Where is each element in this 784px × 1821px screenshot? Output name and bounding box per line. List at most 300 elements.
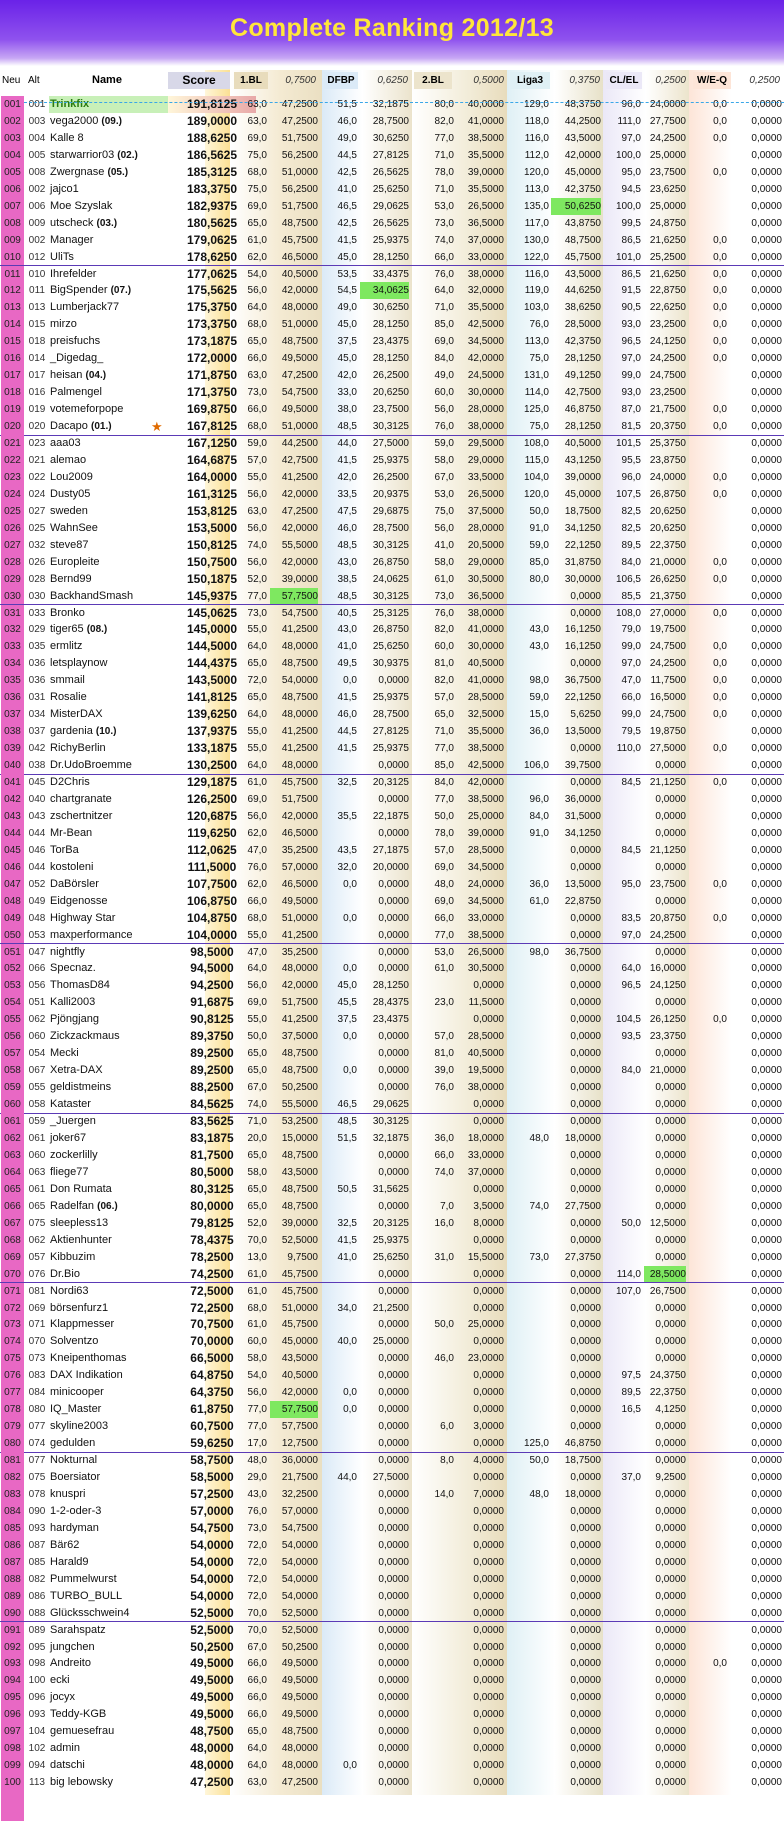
cell-bl1a: 72,0 (247, 1556, 267, 1568)
cell-alt: 062 (28, 1014, 46, 1026)
cell-bl1a: 52,0 (247, 573, 267, 585)
cell-cla: 82,5 (621, 505, 641, 517)
cell-dfb: 28,1250 (372, 980, 409, 992)
cell-bl1a: 61,0 (247, 1268, 267, 1280)
cell-bl2a (413, 1622, 454, 1639)
cell-dfb: 0,0000 (378, 1319, 409, 1331)
cell-cla (606, 1435, 641, 1452)
cell-neu: 041 (1, 774, 24, 791)
cell-clb: 0,0000 (655, 1234, 686, 1246)
table-row (0, 893, 784, 910)
cell-wqa (695, 893, 727, 910)
cell-alt: 083 (28, 1370, 46, 1382)
cell-wqb: 0,0000 (751, 285, 782, 297)
cell-clb: 0,0000 (655, 1539, 686, 1551)
cell-cla: 84,5 (621, 777, 641, 788)
cell-bl1a: 55,0 (247, 1014, 267, 1026)
cell-alt: 004 (28, 132, 46, 144)
cell-bl1b: 49,5000 (281, 895, 318, 907)
table-row (0, 859, 784, 876)
cell-neu: 067 (1, 1215, 24, 1232)
cell-clb: 22,8750 (649, 285, 686, 297)
cell-name (49, 520, 168, 537)
cell-dfb: 28,1250 (372, 251, 409, 263)
cell-bl2b: 35,5000 (467, 183, 504, 195)
cell-bl2a: 58,0 (434, 556, 454, 568)
cell-dfa: 42,5 (337, 217, 357, 229)
cell-wqb: 0,0000 (751, 1438, 782, 1449)
cell-l3b: 28,1250 (564, 353, 601, 365)
cell-bl1b: 56,2500 (281, 149, 318, 161)
cell-l3b: 49,1250 (564, 370, 601, 382)
cell-bl1b: 54,0000 (281, 1573, 318, 1585)
player-name: ThomasD84 (50, 979, 110, 992)
cell-wqa: 0,0 (713, 353, 727, 365)
cell-wqb: 0,0000 (751, 319, 782, 331)
cell-cla (606, 1571, 641, 1588)
cell-dfa (322, 1706, 357, 1723)
cell-bl2b: 20,5000 (467, 539, 504, 551)
cell-l3b: 0,0000 (570, 1675, 601, 1687)
cell-score: 178,6250 (186, 249, 238, 264)
cell-dfa: 42,5 (337, 166, 357, 178)
cell-dfa (322, 1418, 357, 1435)
cell-l3a: 50,0 (529, 505, 549, 517)
cell-neu: 080 (1, 1435, 24, 1452)
cell-dfb: 0,0000 (378, 675, 409, 687)
cell-alt: 074 (28, 1438, 46, 1449)
cell-clb: 0,0000 (655, 1505, 686, 1517)
cell-bl1a: 72,0 (247, 1590, 267, 1602)
cell-bl1a: 62,0 (247, 827, 267, 839)
cell-wqa (695, 808, 727, 825)
cell-name (49, 384, 168, 401)
cell-wqa (695, 1740, 727, 1757)
cell-wqb: 0,0000 (751, 861, 782, 873)
cell-neu: 091 (1, 1622, 24, 1639)
cell-wqa (695, 435, 727, 452)
cell-wqa (695, 977, 727, 994)
cell-name (49, 605, 168, 622)
cell-score: 52,5000 (190, 1622, 234, 1637)
cell-l3b: 0,0000 (570, 590, 601, 602)
cell-alt: 045 (28, 777, 46, 788)
player-name: preisfuchs (50, 335, 101, 348)
header-bl1: 1.BL (234, 72, 268, 89)
cell-cla (606, 1198, 641, 1215)
cell-wqb: 0,0000 (751, 641, 782, 653)
cell-wqb: 0,0000 (751, 217, 782, 229)
cell-bl2a: 82,0 (434, 624, 454, 636)
cell-dfa: 43,0 (337, 556, 357, 568)
cell-wqa (695, 1672, 727, 1689)
table-row (0, 1757, 784, 1774)
cell-neu: 100 (1, 1774, 24, 1791)
cell-bl2a (413, 1655, 454, 1672)
cell-name (49, 1062, 168, 1079)
cell-l3a: 125,0 (523, 1438, 549, 1449)
cell-bl2b: 0,0000 (473, 1522, 504, 1534)
cell-wqb: 0,0000 (751, 1607, 782, 1619)
cell-wqb: 0,0000 (751, 1556, 782, 1568)
cell-neu: 057 (1, 1045, 24, 1062)
cell-neu: 038 (1, 723, 24, 740)
cell-score: 182,9375 (186, 198, 238, 213)
cell-wqa (695, 452, 727, 469)
cell-bl1b: 42,0000 (281, 980, 318, 992)
cell-cla: 93,5 (621, 1031, 641, 1043)
table-row (0, 1740, 784, 1757)
cell-alt: 012 (28, 251, 46, 263)
cell-dfb: 0,0000 (378, 946, 409, 958)
cell-bl2a: 53,0 (434, 200, 454, 212)
cell-bl1a: 64,0 (247, 760, 267, 771)
cell-l3a (509, 1622, 549, 1639)
cell-l3b: 0,0000 (570, 1166, 601, 1178)
cell-clb: 24,2500 (649, 132, 686, 144)
cell-l3b: 18,7500 (564, 505, 601, 517)
cell-l3b: 46,8750 (564, 404, 601, 416)
cell-name (49, 994, 168, 1011)
table-row (0, 655, 784, 672)
cell-name (49, 1554, 168, 1571)
cell-wqa (695, 1198, 727, 1215)
cell-score: 54,0000 (190, 1554, 234, 1569)
cell-wqb: 0,0000 (751, 99, 782, 110)
table-row (0, 333, 784, 350)
cell-bl1a: 47,0 (247, 844, 267, 856)
cell-cla: 86,5 (621, 268, 641, 280)
cell-name (49, 282, 168, 299)
cell-bl2b: 33,0000 (467, 1149, 504, 1161)
cell-dfa: 45,0 (337, 319, 357, 331)
cell-cla: 100,0 (615, 200, 641, 212)
cell-name (49, 1164, 168, 1181)
cell-dfa (322, 944, 357, 961)
cell-l3b: 0,0000 (570, 1658, 601, 1670)
cell-bl1b: 54,0000 (281, 1539, 318, 1551)
cell-score: 79,8125 (190, 1215, 234, 1230)
cell-bl2b: 38,5000 (467, 743, 504, 755)
cell-cla: 79,5 (621, 726, 641, 738)
cell-l3b: 45,0000 (564, 166, 601, 178)
cell-name (49, 672, 168, 689)
cell-bl2a: 14,0 (434, 1488, 454, 1500)
cell-score: 150,7500 (186, 554, 238, 569)
cell-wqa (695, 520, 727, 537)
cell-name (49, 537, 168, 554)
cell-name (49, 1503, 168, 1520)
player-name: ermlitz (50, 640, 83, 653)
cell-clb: 0,0000 (655, 1726, 686, 1738)
player-name: Don Rumata (50, 1182, 112, 1195)
cell-clb: 24,0000 (649, 471, 686, 483)
player-name: jungchen (50, 1640, 95, 1653)
cell-bl2a (413, 1554, 454, 1571)
cell-wqb: 0,0000 (751, 1133, 782, 1144)
cell-wqa (695, 1249, 727, 1266)
cell-bl2b: 29,5000 (467, 438, 504, 449)
table-row (0, 367, 784, 384)
cell-cla: 99,0 (621, 709, 641, 721)
cell-cla: 82,5 (621, 522, 641, 534)
cell-l3b: 0,0000 (570, 980, 601, 992)
cell-score: 88,2500 (190, 1080, 234, 1095)
cell-score: 185,3125 (186, 164, 238, 179)
cell-bl1a: 55,0 (247, 624, 267, 636)
cell-wqa: 0,0 (713, 743, 727, 755)
cell-l3a (509, 994, 549, 1011)
cell-cla (606, 859, 641, 876)
cell-wqa (695, 1571, 727, 1588)
cell-alt: 069 (28, 1302, 46, 1314)
cell-name (49, 486, 168, 503)
cell-bl2a: 69,0 (434, 336, 454, 348)
cell-cla (606, 1520, 641, 1537)
cell-score: 70,7500 (190, 1317, 234, 1332)
cell-cla: 96,0 (621, 99, 641, 110)
cell-neu: 083 (1, 1486, 24, 1503)
cell-score: 49,5000 (190, 1690, 234, 1705)
cell-score: 104,8750 (186, 910, 238, 925)
cell-score: 80,0000 (190, 1198, 234, 1213)
cell-clb: 24,7500 (649, 641, 686, 653)
cell-bl2b: 41,0000 (467, 116, 504, 127)
cell-name (49, 1418, 168, 1435)
cell-bl1a: 56,0 (247, 285, 267, 297)
cell-dfa: 48,5 (337, 1116, 357, 1127)
cell-bl2a: 6,0 (440, 1421, 454, 1433)
player-name: vega2000 (50, 115, 99, 127)
cell-neu: 015 (1, 333, 24, 350)
cell-dfa: 32,5 (337, 777, 357, 788)
cell-l3b: 0,0000 (570, 1421, 601, 1433)
cell-alt: 018 (28, 336, 46, 348)
cell-clb: 20,3750 (649, 421, 686, 433)
cell-alt: 090 (28, 1505, 46, 1517)
cell-clb: 22,3750 (649, 539, 686, 551)
cell-bl2b: 7,0000 (473, 1488, 504, 1500)
cell-wqa (695, 994, 727, 1011)
cell-name (49, 113, 168, 130)
cell-bl1b: 40,5000 (281, 1370, 318, 1382)
cell-alt: 038 (28, 760, 46, 771)
cell-cla: 84,5 (621, 844, 641, 856)
cell-name (49, 1774, 168, 1791)
cell-l3a (509, 1639, 549, 1656)
cell-dfb: 30,6250 (372, 132, 409, 144)
cell-bl2b: 33,5000 (467, 471, 504, 483)
player-name: Specnaz. (50, 962, 96, 975)
cell-name (49, 367, 168, 384)
cell-dfb: 0,0000 (378, 1573, 409, 1585)
previous-rank-tag: (04.) (85, 370, 107, 382)
table-row (0, 1215, 784, 1232)
cell-l3a: 61,0 (529, 895, 549, 907)
cell-alt: 094 (28, 1760, 46, 1772)
cell-l3a (509, 1215, 549, 1232)
cell-wqb: 0,0000 (751, 251, 782, 263)
cell-wqb: 0,0000 (751, 200, 782, 212)
cell-clb: 11,7500 (650, 675, 686, 687)
cell-bl2a: 61,0 (434, 573, 454, 585)
cell-l3b: 42,0000 (564, 149, 601, 161)
cell-l3a (509, 1300, 549, 1317)
cell-bl1a: 55,0 (247, 929, 267, 941)
cell-bl1b: 49,5000 (281, 1709, 318, 1721)
cell-dfb: 30,3125 (372, 421, 409, 433)
cell-dfb: 0,0000 (378, 1082, 409, 1094)
cell-cla (606, 1418, 641, 1435)
table-row (0, 1723, 784, 1740)
cell-neu: 056 (1, 1028, 24, 1045)
cell-score: 48,0000 (190, 1758, 234, 1773)
cell-l3b: 0,0000 (570, 1336, 601, 1348)
table-row (0, 1384, 784, 1401)
cell-dfb: 24,0625 (372, 573, 409, 585)
cell-name (49, 1266, 168, 1283)
cell-clb: 19,7500 (649, 624, 686, 636)
cell-l3a: 98,0 (529, 946, 549, 958)
cell-alt: 104 (28, 1726, 46, 1738)
cell-dfb: 25,9375 (372, 743, 409, 755)
cell-clb: 27,7500 (649, 116, 686, 127)
cell-dfa (322, 1639, 357, 1656)
player-name: 1-2-oder-3 (50, 1504, 102, 1517)
cell-l3a: 131,0 (523, 370, 549, 382)
cell-bl1a: 62,0 (247, 878, 267, 890)
cell-dfa: 34,0 (337, 1302, 357, 1314)
cell-clb: 0,0000 (655, 1777, 686, 1788)
cell-bl1a: 68,0 (247, 421, 267, 433)
cell-wqb: 0,0000 (751, 929, 782, 941)
cell-dfa: 47,5 (337, 505, 357, 517)
cell-clb: 0,0000 (655, 1692, 686, 1704)
cell-alt: 008 (28, 166, 46, 178)
cell-wqb: 0,0000 (751, 149, 782, 161)
cell-bl1b: 47,2500 (281, 116, 318, 127)
table-row (0, 1130, 784, 1147)
cell-score: 179,0625 (186, 232, 238, 247)
cell-name (49, 1181, 168, 1198)
cell-score: 164,0000 (186, 469, 238, 484)
cell-score: 167,8125 (186, 419, 238, 434)
table-row (0, 1486, 784, 1503)
cell-alt: 065 (28, 1200, 46, 1212)
cell-cla: 66,0 (621, 692, 641, 704)
cell-bl1a: 63,0 (247, 116, 267, 127)
player-name: UliTs (50, 250, 74, 263)
cell-dfb: 27,8125 (372, 726, 409, 738)
cell-name (49, 1672, 168, 1689)
table-row (0, 469, 784, 486)
cell-neu: 084 (1, 1503, 24, 1520)
table-row (0, 1045, 784, 1062)
cell-bl1a: 56,0 (247, 980, 267, 992)
player-name: nightfly (50, 945, 85, 958)
cell-wqb: 0,0000 (751, 963, 782, 975)
cell-wqa: 0,0 (713, 641, 727, 653)
cell-l3a: 91,0 (529, 827, 549, 839)
cell-bl2a (413, 1113, 454, 1130)
cell-l3a: 91,0 (529, 522, 549, 534)
player-name: smmail (50, 674, 85, 687)
player-name: Mr-Bean (50, 826, 93, 839)
cell-wqa (695, 1520, 727, 1537)
cell-neu: 007 (1, 198, 24, 215)
cell-l3b: 0,0000 (570, 743, 601, 755)
cell-dfa: 46,0 (337, 522, 357, 534)
cell-neu: 043 (1, 808, 24, 825)
cell-bl2a (413, 1283, 454, 1300)
cell-bl1b: 41,2500 (281, 929, 318, 941)
cell-l3a: 50,0 (529, 1455, 549, 1466)
cell-dfb: 0,0000 (378, 878, 409, 890)
cell-cla (606, 1655, 641, 1672)
cell-bl2a (413, 1401, 454, 1418)
cell-bl2b: 0,0000 (473, 1743, 504, 1755)
cell-dfa: 0,0 (343, 1760, 357, 1772)
cell-bl2a: 73,0 (434, 590, 454, 602)
table-row (0, 757, 784, 774)
cell-alt: 021 (28, 454, 46, 466)
cell-dfa: 45,5 (337, 997, 357, 1009)
cell-cla (606, 1113, 641, 1130)
cell-l3b: 18,7500 (564, 1455, 601, 1466)
cell-cla: 97,0 (621, 658, 641, 670)
table-row (0, 1520, 784, 1537)
cell-dfb: 25,9375 (372, 692, 409, 704)
cell-bl2a: 81,0 (434, 658, 454, 670)
cell-bl2a: 53,0 (434, 488, 454, 500)
cell-clb: 21,6250 (649, 268, 686, 280)
cell-neu: 055 (1, 1011, 24, 1028)
cell-wqb: 0,0000 (751, 793, 782, 805)
cell-wqa (695, 859, 727, 876)
cell-l3a (509, 740, 549, 757)
cell-l3b: 0,0000 (570, 1726, 601, 1738)
cell-bl2b: 38,5000 (467, 132, 504, 144)
cell-l3b: 0,0000 (570, 997, 601, 1009)
cell-bl2b: 42,5000 (467, 760, 504, 771)
cell-l3b: 28,5000 (564, 319, 601, 331)
cell-bl1b: 48,0000 (281, 963, 318, 975)
player-name: sleepless13 (50, 1216, 109, 1229)
cell-name (49, 1706, 168, 1723)
cell-wqa (695, 1181, 727, 1198)
cell-dfb: 0,0000 (378, 1031, 409, 1043)
cell-l3b: 34,1250 (564, 827, 601, 839)
cell-cla (606, 944, 641, 961)
cell-dfa: 44,5 (337, 726, 357, 738)
cell-bl2a (413, 1011, 454, 1028)
cell-bl1b: 52,5000 (281, 1234, 318, 1246)
cell-cla: 108,0 (615, 607, 641, 619)
cell-alt: 029 (28, 624, 46, 636)
cell-score: 188,6250 (186, 130, 238, 145)
cell-wqa (695, 181, 727, 198)
cell-l3b: 31,8750 (564, 556, 601, 568)
cell-l3b: 5,6250 (570, 709, 601, 721)
cell-clb: 0,0000 (655, 1302, 686, 1314)
cell-bl2a: 57,0 (434, 1031, 454, 1043)
cell-dfb: 32,1875 (372, 1133, 409, 1144)
cell-neu: 096 (1, 1706, 24, 1723)
title-banner (0, 0, 784, 66)
cell-bl1a: 73,0 (247, 607, 267, 619)
cell-bl2b: 28,0000 (467, 522, 504, 534)
cell-clb: 0,0000 (655, 861, 686, 873)
